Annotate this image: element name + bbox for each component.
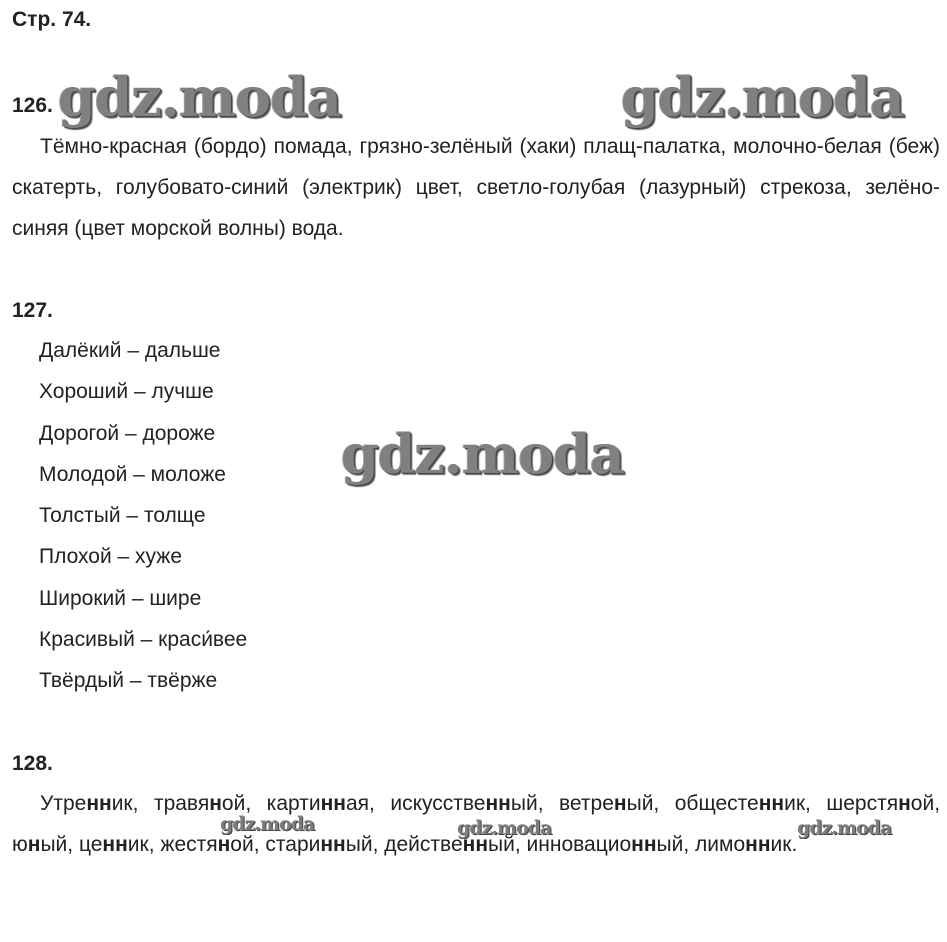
word-item [675,792,805,815]
word-part: стари [265,833,321,856]
highlighted-letters: нн [745,833,771,856]
list-item: Хороший – лучше [39,380,214,404]
word-part: Утре [40,792,87,815]
word-item [160,833,253,856]
word-part: общесте [674,792,759,815]
word-part: ик [784,792,806,815]
word-item [695,833,791,856]
highlighted-letters: н [209,792,222,815]
highlighted-letters: н [27,833,41,856]
task-126-text [12,126,940,249]
word-separator: , [683,833,696,856]
task-127-pair-list [39,330,247,702]
highlighted-letters: н [217,833,231,856]
word-part: ик [111,792,133,815]
word-separator: , [369,792,391,815]
list-item: Молодой – моложе [39,462,226,486]
word-part: ый [626,792,654,815]
word-part: искусстве [390,792,486,815]
word-item [390,792,537,815]
word-separator: , [514,833,527,856]
highlighted-letters: н [613,792,627,815]
word-separator: , [132,792,154,815]
highlighted-letters: нн [86,792,112,815]
word-part: ый [510,792,538,815]
word-separator: , [934,792,941,815]
word-part: ый [345,833,373,856]
watermark-logo: gdz.moda [220,813,315,835]
word-part: ю [12,833,28,856]
highlighted-letters: нн [631,833,657,856]
word-item [826,792,934,815]
word-part: действе [384,833,463,856]
word-part: ый [40,833,68,856]
word-part: ик [770,833,792,856]
highlighted-letters: нн [320,833,346,856]
word-separator: , [805,792,827,815]
word-part: шерстя [826,792,899,815]
watermark-logo: gdz.moda [457,817,552,839]
task-126-number: 126. [12,94,53,117]
word-part: лимо [695,833,746,856]
watermark-logo: gdz.moda [58,65,341,129]
word-item [79,833,149,856]
list-item: Плохой – хуже [39,545,183,569]
list-item: Красивый – краси́вее [39,628,248,652]
word-item [267,792,369,815]
highlighted-letters: нн [320,792,346,815]
word-part: це [78,833,103,856]
word-separator: . [791,833,798,856]
highlighted-letters: нн [758,792,785,815]
word-separator: , [253,833,266,856]
list-item: Толстый – толще [39,504,206,528]
page-header: Стр. 74. [12,8,92,31]
watermark-logo: gdz.moda [797,817,892,839]
watermark-logo: gdz.moda [621,65,904,129]
list-item: Далёкий – дальше [39,339,221,362]
word-part: ик [127,833,149,856]
word-part: ая [345,792,370,815]
word-part: ой [230,833,254,856]
word-item [559,792,653,815]
word-part: карти [266,792,321,815]
list-item: Твёрдый – твёрже [39,669,218,693]
word-separator: , [148,833,161,856]
word-part: ый [488,833,515,856]
highlighted-letters: нн [485,792,511,815]
word-separator: , [653,792,675,815]
highlighted-letters: нн [462,833,489,856]
word-separator: , [372,833,385,856]
word-item [40,792,133,815]
word-item [265,833,372,856]
list-item: Широкий – шире [39,586,202,610]
word-part: ой [221,792,246,815]
word-separator: , [537,792,560,815]
word-part: жестя [160,833,218,856]
word-item [154,792,245,815]
task-128-number: 128. [12,752,53,775]
watermark-logo: gdz.moda [341,422,624,486]
word-separator: , [245,792,267,815]
highlighted-letters: нн [102,833,128,856]
task-126-body: Тёмно-красная (бордо) помада, грязно-зелёный (хаки) плащ-палатка, молочно-белая (беж) скатерть, голубовато-синий (электрик) цвет, светло-голубая (лазурный) стрекоза, зелёно-синяя (цвет морской волны) вода. [12,135,940,240]
word-part: инновацио [526,833,632,856]
word-part: ой [910,792,935,815]
word-part: ветре [559,792,614,815]
list-item: Дорогой – дороже [39,421,216,445]
highlighted-letters: н [898,792,911,815]
task-127-number: 127. [12,299,53,322]
word-separator: , [67,833,79,856]
word-part: травя [153,792,210,815]
word-item [12,833,67,856]
word-part: ый [656,833,684,856]
